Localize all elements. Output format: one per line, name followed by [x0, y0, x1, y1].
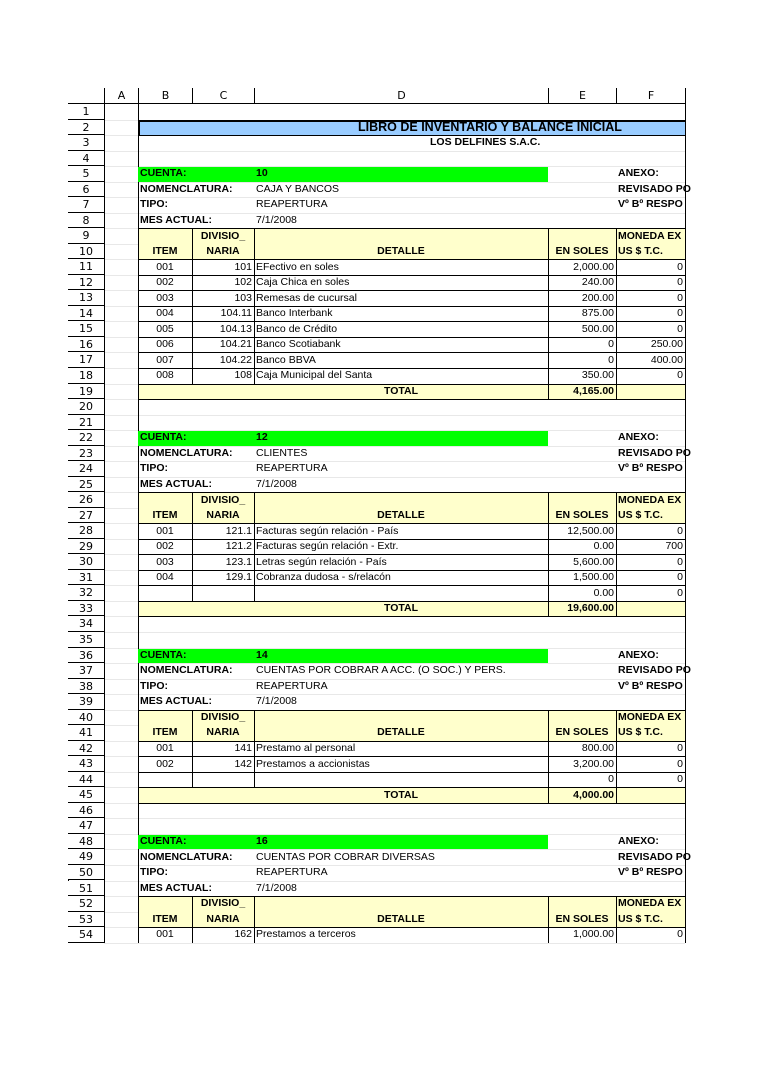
- detalle-cell: Prestamo al personal: [256, 741, 356, 754]
- item-cell: 005: [156, 322, 174, 335]
- total-value: 4,165.00: [573, 384, 614, 397]
- item-cell: 001: [156, 928, 174, 941]
- us-header: US $ T.C.: [618, 245, 663, 258]
- cuenta-label: CUENTA:: [140, 167, 187, 180]
- total-inner-border: [138, 787, 139, 803]
- cuenta-value: 14: [256, 648, 268, 661]
- mes-label: MES ACTUAL:: [140, 881, 212, 894]
- soles-cell: 1,500.00: [573, 571, 614, 584]
- mes-label: MES ACTUAL:: [140, 477, 212, 490]
- division-header-2: NARIA: [206, 245, 240, 258]
- detalle-cell: Caja Chica en soles: [256, 276, 350, 289]
- row-gridline: [104, 151, 685, 152]
- row-header-14[interactable]: 14: [68, 306, 104, 322]
- row-header-1[interactable]: 1: [68, 104, 104, 120]
- row-header-43[interactable]: 43: [68, 756, 104, 772]
- row-header-13[interactable]: 13: [68, 290, 104, 306]
- column-header-c[interactable]: C: [192, 88, 254, 104]
- nomenclatura-label: NOMENCLATURA:: [140, 446, 233, 459]
- ensoles-header: EN SOLES: [555, 245, 609, 258]
- item-cell: 001: [156, 524, 174, 537]
- row-gridline: [104, 943, 685, 944]
- detalle-cell: [256, 586, 546, 601]
- item-cell: 002: [156, 757, 174, 770]
- row-border: [138, 352, 685, 353]
- row-header-36[interactable]: 36: [68, 648, 104, 664]
- revisado-label: REVISADO PO: [618, 664, 691, 677]
- row-header-29[interactable]: 29: [68, 539, 104, 555]
- nomenclatura-label: NOMENCLATURA:: [140, 182, 233, 195]
- cuenta-label: CUENTA:: [140, 431, 187, 444]
- soles-cell: 0.00: [593, 586, 614, 599]
- detalle-cell: Facturas según relación - País: [256, 524, 399, 537]
- division-cell: 123.1: [225, 555, 252, 568]
- us-header: US $ T.C.: [618, 726, 663, 739]
- soles-cell: 2,000.00: [573, 260, 614, 273]
- row-header-30[interactable]: 30: [68, 554, 104, 570]
- division-cell: 141: [234, 741, 252, 754]
- cuenta-label: CUENTA:: [140, 648, 187, 661]
- soles-cell: 3,200.00: [573, 757, 614, 770]
- tipo-label: TIPO:: [140, 462, 168, 475]
- total-border-top: [138, 384, 685, 385]
- row-header-21[interactable]: 21: [68, 415, 104, 431]
- row-header-2[interactable]: 2: [68, 120, 104, 136]
- us-cell: 0: [677, 773, 683, 786]
- ensoles-header: EN SOLES: [555, 726, 609, 739]
- row-header-48[interactable]: 48: [68, 834, 104, 850]
- soles-cell: 12,500.00: [567, 524, 614, 537]
- detalle-cell: Prestamos a terceros: [256, 928, 356, 941]
- row-header-8[interactable]: 8: [68, 213, 104, 229]
- row-header-6[interactable]: 6: [68, 182, 104, 198]
- table-col-border: [192, 492, 193, 601]
- table-col-border: [548, 896, 549, 943]
- vb-label: Vº Bº RESPO: [618, 866, 683, 879]
- row-header-20[interactable]: 20: [68, 399, 104, 415]
- anexo-label: ANEXO:: [618, 431, 659, 444]
- detalle-cell: Letras según relación - País: [256, 555, 387, 568]
- anexo-label: ANEXO:: [618, 648, 659, 661]
- division-cell: 102: [234, 276, 252, 289]
- division-cell: 162: [234, 928, 252, 941]
- row-border: [138, 290, 685, 291]
- row-header-9[interactable]: 9: [68, 228, 104, 244]
- column-header-e[interactable]: E: [548, 88, 616, 104]
- row-header-5[interactable]: 5: [68, 166, 104, 182]
- detalle-cell: Banco BBVA: [256, 353, 316, 366]
- row-header-40[interactable]: 40: [68, 710, 104, 726]
- row-border: [138, 306, 685, 307]
- mes-label: MES ACTUAL:: [140, 213, 212, 226]
- tipo-value: REAPERTURA: [256, 198, 328, 211]
- row-header-42[interactable]: 42: [68, 741, 104, 757]
- table-col-border: [254, 492, 255, 601]
- ensoles-header: EN SOLES: [555, 509, 609, 522]
- division-header-1: DIVISIO_: [200, 710, 246, 723]
- table-col-border: [192, 896, 193, 943]
- soles-cell: 0: [608, 338, 614, 351]
- company-name: LOS DELFINES S.A.C.: [430, 136, 541, 149]
- tipo-value: REAPERTURA: [256, 462, 328, 475]
- us-cell: 0: [677, 757, 683, 770]
- row-header-18[interactable]: 18: [68, 368, 104, 384]
- detalle-cell: Prestamos a accionistas: [256, 757, 370, 770]
- row-header-divider: [104, 88, 105, 943]
- table-col-border: [616, 710, 617, 803]
- soles-cell: 1,000.00: [573, 928, 614, 941]
- row-header-3[interactable]: 3: [68, 135, 104, 151]
- total-value: 4,000.00: [573, 788, 614, 801]
- nomenclatura-value: CLIENTES: [256, 446, 308, 459]
- table-col-border: [548, 492, 549, 616]
- row-header-31[interactable]: 31: [68, 570, 104, 586]
- us-cell: 0: [677, 307, 683, 320]
- division-header-1: DIVISIO_: [200, 229, 246, 242]
- total-label: TOTAL: [383, 602, 419, 615]
- total-border-bottom: [138, 616, 685, 617]
- moneda-header: MONEDA EX: [618, 710, 682, 723]
- row-border: [138, 741, 685, 742]
- row-header-7[interactable]: 7: [68, 197, 104, 213]
- table-col-border: [192, 228, 193, 383]
- row-header-17[interactable]: 17: [68, 352, 104, 368]
- division-header-2: NARIA: [206, 509, 240, 522]
- item-header: ITEM: [152, 912, 178, 925]
- item-cell: 003: [156, 291, 174, 304]
- table-col-border: [548, 710, 549, 803]
- mes-value: 7/1/2008: [256, 881, 297, 894]
- column-header-d[interactable]: D: [254, 88, 548, 104]
- division-header-2: NARIA: [206, 912, 240, 925]
- row-header-22[interactable]: 22: [68, 430, 104, 446]
- table-col-border: [254, 896, 255, 943]
- column-header-b[interactable]: B: [138, 88, 192, 104]
- division-cell: 101: [234, 260, 252, 273]
- row-header-24[interactable]: 24: [68, 461, 104, 477]
- soles-cell: 5,600.00: [573, 555, 614, 568]
- item-header: ITEM: [152, 245, 178, 258]
- us-cell: 400.00: [650, 353, 683, 366]
- row-header-47[interactable]: 47: [68, 818, 104, 834]
- mes-label: MES ACTUAL:: [140, 695, 212, 708]
- soles-cell: 240.00: [581, 276, 614, 289]
- row-header-12[interactable]: 12: [68, 275, 104, 291]
- detalle-cell: [256, 772, 546, 787]
- detalle-header: DETALLE: [377, 509, 425, 522]
- mes-value: 7/1/2008: [256, 213, 297, 226]
- row-header-19[interactable]: 19: [68, 384, 104, 400]
- row-header-41[interactable]: 41: [68, 725, 104, 741]
- division-cell: 121.2: [225, 540, 252, 553]
- row-header-51[interactable]: 51: [68, 881, 104, 897]
- row-border: [138, 772, 685, 773]
- detalle-cell: EFectivo en soles: [256, 260, 339, 273]
- item-cell: 006: [156, 338, 174, 351]
- total-inner-border: [138, 601, 139, 617]
- nomenclatura-value: CUENTAS POR COBRAR A ACC. (O SOC.) Y PERS.: [256, 664, 506, 677]
- revisado-label: REVISADO PO: [618, 182, 691, 195]
- row-header-54[interactable]: 54: [68, 927, 104, 943]
- table-col-border: [548, 228, 549, 399]
- table-col-border: [254, 710, 255, 788]
- table-border-top: [138, 228, 685, 229]
- row-header-32[interactable]: 32: [68, 585, 104, 601]
- detalle-header: DETALLE: [377, 726, 425, 739]
- row-border: [138, 523, 685, 524]
- tipo-label: TIPO:: [140, 679, 168, 692]
- total-border-bottom: [138, 399, 685, 400]
- row-header-44[interactable]: 44: [68, 772, 104, 788]
- item-header: ITEM: [152, 726, 178, 739]
- table-border-top: [138, 896, 685, 897]
- row-border: [138, 259, 685, 260]
- row-header-25[interactable]: 25: [68, 477, 104, 493]
- row-header-39[interactable]: 39: [68, 694, 104, 710]
- us-cell: 0: [677, 741, 683, 754]
- row-border: [138, 321, 685, 322]
- cuenta-value: 16: [256, 835, 268, 848]
- cuenta-value: 12: [256, 431, 268, 444]
- table-col-border: [616, 492, 617, 616]
- us-cell: 0: [677, 322, 683, 335]
- vb-label: Vº Bº RESPO: [618, 679, 683, 692]
- us-cell: 0: [677, 555, 683, 568]
- division-header-1: DIVISIO_: [200, 493, 246, 506]
- table-col-border: [254, 228, 255, 383]
- division-header-2: NARIA: [206, 726, 240, 739]
- division-cell: 104.21: [219, 338, 252, 351]
- division-cell: 121.1: [225, 524, 252, 537]
- row-header-45[interactable]: 45: [68, 787, 104, 803]
- row-border: [138, 756, 685, 757]
- us-cell: 0: [677, 928, 683, 941]
- vb-label: Vº Bº RESPO: [618, 198, 683, 211]
- cuenta-value: 10: [256, 167, 268, 180]
- tipo-label: TIPO:: [140, 866, 168, 879]
- division-cell: 104.11: [220, 307, 252, 320]
- total-border-top: [138, 787, 685, 788]
- table-col-border: [192, 710, 193, 788]
- us-cell: 0: [677, 260, 683, 273]
- total-label: TOTAL: [383, 384, 419, 397]
- us-header: US $ T.C.: [618, 912, 663, 925]
- us-cell: 0: [677, 276, 683, 289]
- row-gridline: [104, 818, 685, 819]
- moneda-header: MONEDA EX: [618, 897, 682, 910]
- item-cell: 004: [156, 307, 174, 320]
- spreadsheet: [68, 88, 691, 978]
- detalle-cell: Facturas según relación - Extr.: [256, 540, 399, 553]
- us-cell: 0: [677, 369, 683, 382]
- row-border: [138, 554, 685, 555]
- detalle-cell: Banco Interbank: [256, 307, 333, 320]
- row-gridline: [104, 632, 685, 633]
- item-cell: 001: [156, 741, 174, 754]
- item-cell: 004: [156, 571, 174, 584]
- table-border-left: [138, 492, 139, 616]
- division-cell: 108: [234, 369, 252, 382]
- item-cell: 007: [156, 353, 174, 366]
- table-border-left: [138, 228, 139, 399]
- row-header-50[interactable]: 50: [68, 865, 104, 881]
- division-cell: 103: [234, 291, 252, 304]
- division-header-1: DIVISIO_: [200, 897, 246, 910]
- row-gridline: [104, 415, 685, 416]
- division-cell: 104.13: [219, 322, 252, 335]
- total-border-bottom: [138, 803, 685, 804]
- item-cell: 002: [156, 276, 174, 289]
- soles-cell: 500.00: [581, 322, 614, 335]
- column-header-f[interactable]: F: [616, 88, 685, 104]
- item-cell: 008: [156, 369, 174, 382]
- us-cell: 0: [677, 291, 683, 304]
- column-header-a[interactable]: A: [104, 88, 138, 104]
- row-border: [138, 337, 685, 338]
- us-header: US $ T.C.: [618, 509, 663, 522]
- row-border: [138, 570, 685, 571]
- row-border: [138, 927, 685, 928]
- row-header-10[interactable]: 10: [68, 244, 104, 260]
- moneda-header: MONEDA EX: [618, 229, 682, 242]
- nomenclatura-label: NOMENCLATURA:: [140, 850, 233, 863]
- row-header-28[interactable]: 28: [68, 523, 104, 539]
- row-header-11[interactable]: 11: [68, 259, 104, 275]
- us-cell: 0: [677, 524, 683, 537]
- tipo-label: TIPO:: [140, 198, 168, 211]
- row-header-37[interactable]: 37: [68, 663, 104, 679]
- soles-cell: 0.00: [593, 540, 614, 553]
- row-header-15[interactable]: 15: [68, 321, 104, 337]
- mes-value: 7/1/2008: [256, 695, 297, 708]
- anexo-label: ANEXO:: [618, 835, 659, 848]
- item-cell: 003: [156, 555, 174, 568]
- row-header-34[interactable]: 34: [68, 616, 104, 632]
- title-border-left: [138, 120, 140, 136]
- page-title: LIBRO DE INVENTARIO Y BALANCE INICIAL: [358, 119, 622, 134]
- soles-cell: 0: [608, 773, 614, 786]
- tipo-value: REAPERTURA: [256, 866, 328, 879]
- tipo-value: REAPERTURA: [256, 679, 328, 692]
- row-border: [138, 275, 685, 276]
- row-header-53[interactable]: 53: [68, 912, 104, 928]
- us-cell: 0: [677, 586, 683, 599]
- total-inner-border: [138, 384, 139, 400]
- moneda-header: MONEDA EX: [618, 493, 682, 506]
- row-header-27[interactable]: 27: [68, 508, 104, 524]
- sheet-right-border: [685, 88, 686, 943]
- soles-cell: 800.00: [581, 741, 614, 754]
- detalle-cell: Cobranza dudosa - s/relacón: [256, 571, 391, 584]
- row-header-4[interactable]: 4: [68, 151, 104, 167]
- anexo-label: ANEXO:: [618, 167, 659, 180]
- revisado-label: REVISADO PO: [618, 446, 691, 459]
- detalle-header: DETALLE: [377, 912, 425, 925]
- table-border-left: [138, 896, 139, 943]
- row-header-16[interactable]: 16: [68, 337, 104, 353]
- total-label: TOTAL: [383, 788, 419, 801]
- table-border-top: [138, 710, 685, 711]
- item-cell: [140, 586, 190, 601]
- table-border-top: [138, 492, 685, 493]
- division-cell: 142: [234, 757, 252, 770]
- cuenta-label: CUENTA:: [140, 835, 187, 848]
- table-col-border: [616, 228, 617, 399]
- row-border: [138, 368, 685, 369]
- soles-cell: 350.00: [581, 369, 614, 382]
- detalle-cell: Remesas de cucursal: [256, 291, 357, 304]
- row-header-52[interactable]: 52: [68, 896, 104, 912]
- us-cell: 250.00: [650, 338, 683, 351]
- detalle-cell: Banco Scotiabank: [256, 338, 341, 351]
- item-cell: 001: [156, 260, 174, 273]
- row-header-35[interactable]: 35: [68, 632, 104, 648]
- detalle-cell: Banco de Crédito: [256, 322, 338, 335]
- item-cell: 002: [156, 540, 174, 553]
- soles-cell: 0: [608, 353, 614, 366]
- row-border: [138, 585, 685, 586]
- division-cell: 104.22: [219, 353, 252, 366]
- mes-value: 7/1/2008: [256, 477, 297, 490]
- vb-label: Vº Bº RESPO: [618, 462, 683, 475]
- detalle-header: DETALLE: [377, 245, 425, 258]
- row-header-46[interactable]: 46: [68, 803, 104, 819]
- nomenclatura-value: CUENTAS POR COBRAR DIVERSAS: [256, 850, 435, 863]
- item-header: ITEM: [152, 509, 178, 522]
- nomenclatura-value: CAJA Y BANCOS: [256, 182, 340, 195]
- row-header-23[interactable]: 23: [68, 446, 104, 462]
- row-border: [138, 539, 685, 540]
- soles-cell: 875.00: [581, 307, 614, 320]
- ensoles-header: EN SOLES: [555, 912, 609, 925]
- revisado-label: REVISADO PO: [618, 850, 691, 863]
- row-header-26[interactable]: 26: [68, 492, 104, 508]
- nomenclatura-label: NOMENCLATURA:: [140, 664, 233, 677]
- soles-cell: 200.00: [581, 291, 614, 304]
- division-cell: [194, 586, 252, 601]
- total-border-top: [138, 601, 685, 602]
- us-cell: 700: [665, 540, 683, 553]
- item-cell: [140, 772, 190, 787]
- row-header-33[interactable]: 33: [68, 601, 104, 617]
- row-header-49[interactable]: 49: [68, 849, 104, 865]
- detalle-cell: Caja Municipal del Santa: [256, 369, 373, 382]
- total-value: 19,600.00: [567, 602, 614, 615]
- division-cell: [194, 772, 252, 787]
- division-cell: 129.1: [225, 571, 252, 584]
- row-header-38[interactable]: 38: [68, 679, 104, 695]
- us-cell: 0: [677, 571, 683, 584]
- select-all-corner[interactable]: [68, 88, 104, 104]
- table-col-border: [616, 896, 617, 943]
